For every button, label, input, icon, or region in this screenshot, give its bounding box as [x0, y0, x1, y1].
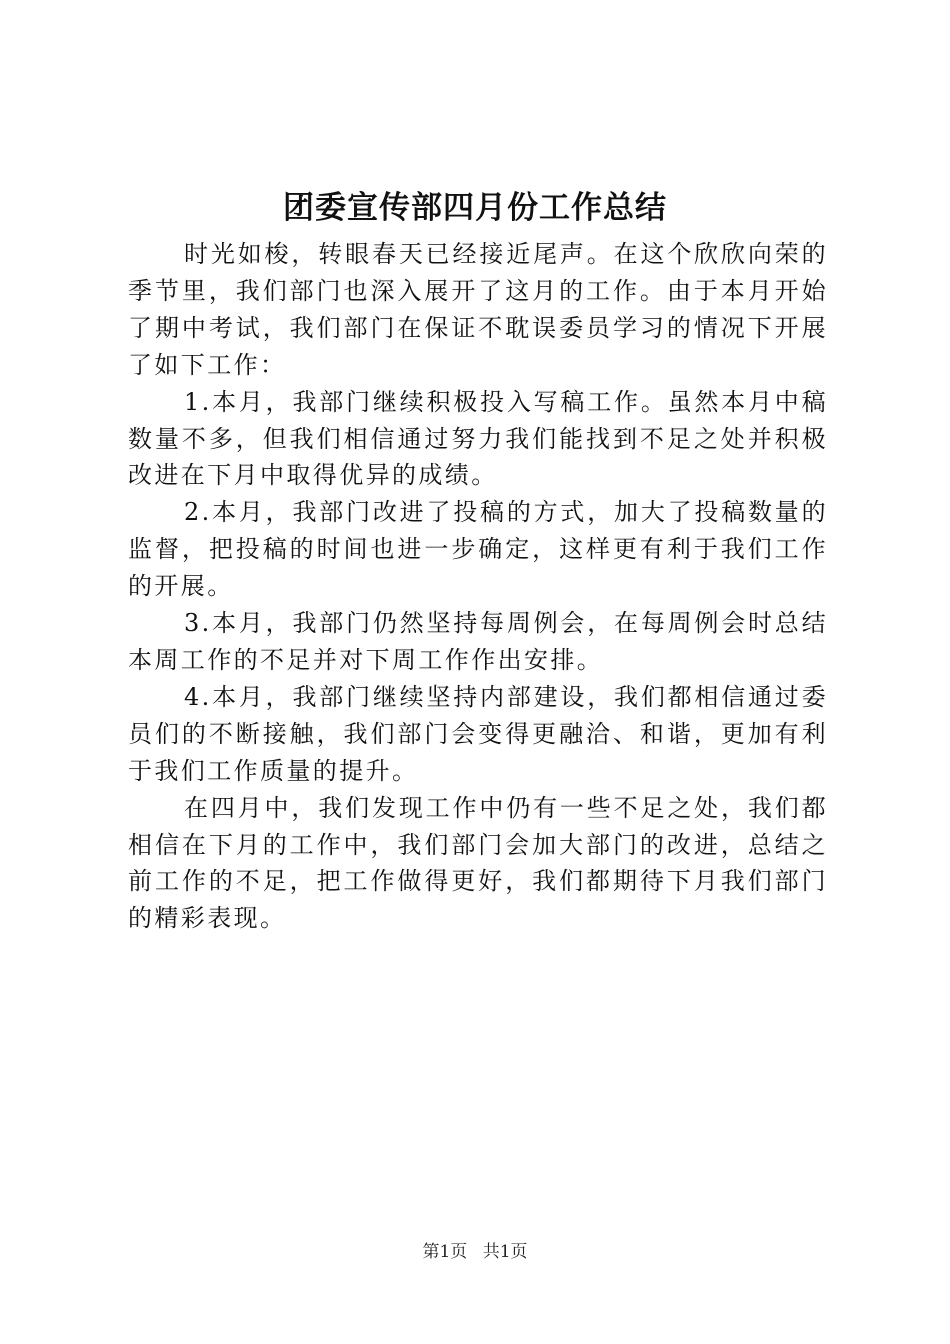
- paragraph-item-3: 3.本月，我部门仍然坚持每周例会，在每周例会时总结本周工作的不足并对下周工作作出安排。: [128, 609, 828, 674]
- page-number-total: 共1页: [482, 1242, 528, 1262]
- paragraph-intro: 时光如梭，转眼春天已经接近尾声。在这个欣欣向荣的季节里，我们部门也深入展开了这月的工作。由于本月开始了期中考试，我们部门在保证不耽误委员学习的情况下开展了如下工作：: [128, 240, 828, 379]
- page-footer: [0, 1240, 950, 1264]
- paragraph-item-1: 1.本月，我部门继续积极投入写稿工作。虽然本月中稿数量不多，但我们相信通过努力我们能找到不足之处并积极改进在下月中取得优异的成绩。: [128, 387, 828, 490]
- document-title: 团委宣传部四月份工作总结: [283, 190, 667, 226]
- paragraph-item-2: 2.本月，我部门改进了投稿的方式，加大了投稿数量的监督，把投稿的时间也进一步确定，这样更有利于我们工作的开展。: [128, 498, 828, 601]
- page-number-current: 第1页: [422, 1242, 468, 1262]
- paragraph-conclusion: 在四月中，我们发现工作中仍有一些不足之处，我们都相信在下月的工作中，我们部门会加大部门的改进，总结之前工作的不足，把工作做得更好，我们都期待下月我们部门的精彩表现。: [128, 793, 828, 933]
- document-body: [128, 236, 828, 937]
- paragraph-item-4: 4.本月，我部门继续坚持内部建设，我们都相信通过委员们的不断接触，我们部门会变得更融洽、和谐，更加有利于我们工作质量的提升。: [128, 682, 828, 785]
